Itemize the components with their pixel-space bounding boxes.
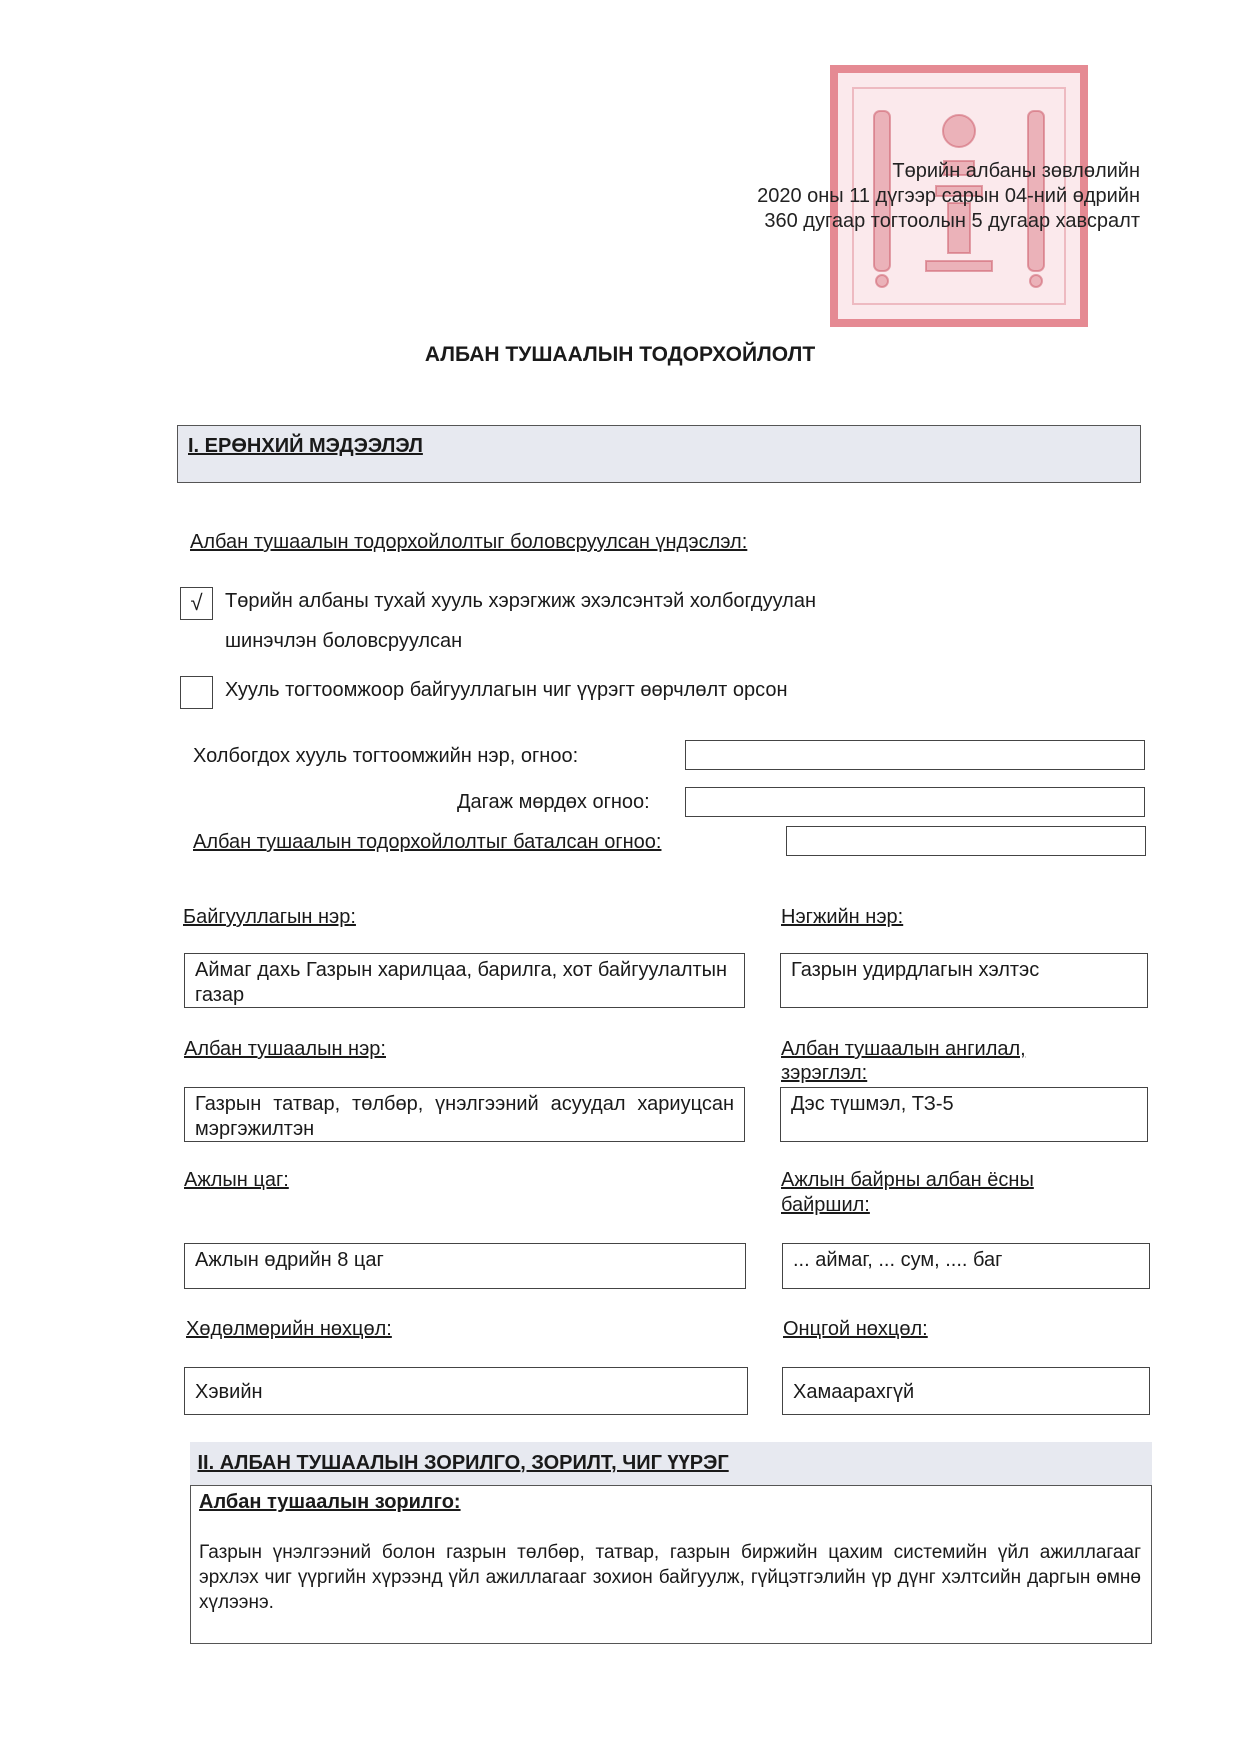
work-hours-field[interactable]: Ажлын өдрийн 8 цаг bbox=[184, 1243, 746, 1289]
section-2-box bbox=[190, 1442, 1152, 1644]
option-2-checkbox[interactable] bbox=[180, 676, 213, 709]
law-name-label: Холбогдох хууль тогтоомжийн нэр, огноо: bbox=[193, 745, 579, 767]
section-2-title: II. АЛБАН ТУШААЛЫН ЗОРИЛГО, ЗОРИЛТ, ЧИГ ҮҮРЭГ bbox=[197, 1451, 729, 1474]
position-class-label-line-1: Албан тушаалын ангилал, bbox=[781, 1038, 1026, 1060]
unit-name-field[interactable]: Газрын удирдлагын хэлтэс bbox=[780, 953, 1148, 1008]
position-name-field[interactable]: Газрын татвар, төлбөр, үнэлгээний асуудал хариуцсан мэргэжилтэн bbox=[184, 1087, 745, 1142]
effective-date-label: Дагаж мөрдөх огноо: bbox=[457, 791, 650, 813]
basis-label: Албан тушаалын тодорхойлолтыг боловсруулсан үндэслэл: bbox=[190, 531, 748, 553]
work-location-label-line-1: Ажлын байрны албан ёсны bbox=[781, 1169, 1034, 1191]
org-name-field[interactable]: Аймаг дахь Газрын харилцаа, барилга, хот байгуулалтын газар bbox=[184, 953, 745, 1008]
position-name-label: Албан тушаалын нэр: bbox=[184, 1038, 386, 1060]
special-conditions-label: Онцгой нөхцөл: bbox=[783, 1318, 928, 1340]
header-line-1: Төрийн албаны зөвлөлийн bbox=[892, 160, 1140, 182]
special-conditions-field[interactable]: Хамаарахгүй bbox=[782, 1367, 1150, 1415]
option-1-label-line-1: Төрийн албаны тухай хууль хэрэгжиж эхэлсэнтэй холбогдуулан bbox=[225, 590, 816, 612]
header-line-2: 2020 оны 11 дүгээр сарын 04-ний өдрийн bbox=[757, 185, 1140, 207]
position-class-label-line-2: зэрэглэл: bbox=[781, 1062, 868, 1084]
work-conditions-label: Хөдөлмөрийн нөхцөл: bbox=[186, 1318, 392, 1340]
section-1-header bbox=[177, 425, 1141, 483]
work-hours-label: Ажлын цаг: bbox=[184, 1169, 289, 1191]
option-2-label: Хууль тогтоомжоор байгууллагын чиг үүрэгт өөрчлөлт орсон bbox=[225, 679, 788, 701]
law-name-field[interactable] bbox=[685, 740, 1145, 770]
purpose-label: Албан тушаалын зорилго: bbox=[199, 1491, 461, 1513]
approved-date-label: Албан тушаалын тодорхойлолтыг баталсан огноо: bbox=[193, 831, 662, 853]
section-1-title: I. ЕРӨНХИЙ МЭДЭЭЛЭЛ bbox=[188, 435, 423, 457]
org-name-label: Байгууллагын нэр: bbox=[183, 906, 356, 928]
option-1-label-line-2: шинэчлэн боловсруулсан bbox=[225, 630, 463, 652]
option-1-checkbox[interactable]: √ bbox=[180, 587, 213, 620]
position-class-field[interactable]: Дэс түшмэл, ТЗ-5 bbox=[780, 1087, 1148, 1142]
section-2-header bbox=[190, 1442, 1152, 1486]
work-location-label-line-2: байршил: bbox=[781, 1194, 870, 1216]
purpose-text: Газрын үнэлгээний болон газрын төлбөр, татвар, газрын биржийн цахим системийн үйл ажиллагааг эрхлэх чиг үүргийн хүрээнд үйл ажиллагааг зохион байгуулж, гүйцэтгэлийн үр дүнг хэлтсийн даргын өмнө хүлээнэ. bbox=[199, 1542, 1141, 1613]
work-conditions-field[interactable]: Хэвийн bbox=[184, 1367, 748, 1415]
work-location-field[interactable]: ... аймаг, ... сум, .... баг bbox=[782, 1243, 1150, 1289]
effective-date-field[interactable] bbox=[685, 787, 1145, 817]
header-line-3: 360 дугаар тогтоолын 5 дугаар хавсралт bbox=[764, 210, 1140, 232]
unit-name-label: Нэгжийн нэр: bbox=[781, 906, 904, 928]
document-title: АЛБАН ТУШААЛЫН ТОДОРХОЙЛОЛТ bbox=[424, 343, 816, 366]
approved-date-field[interactable] bbox=[786, 826, 1146, 856]
